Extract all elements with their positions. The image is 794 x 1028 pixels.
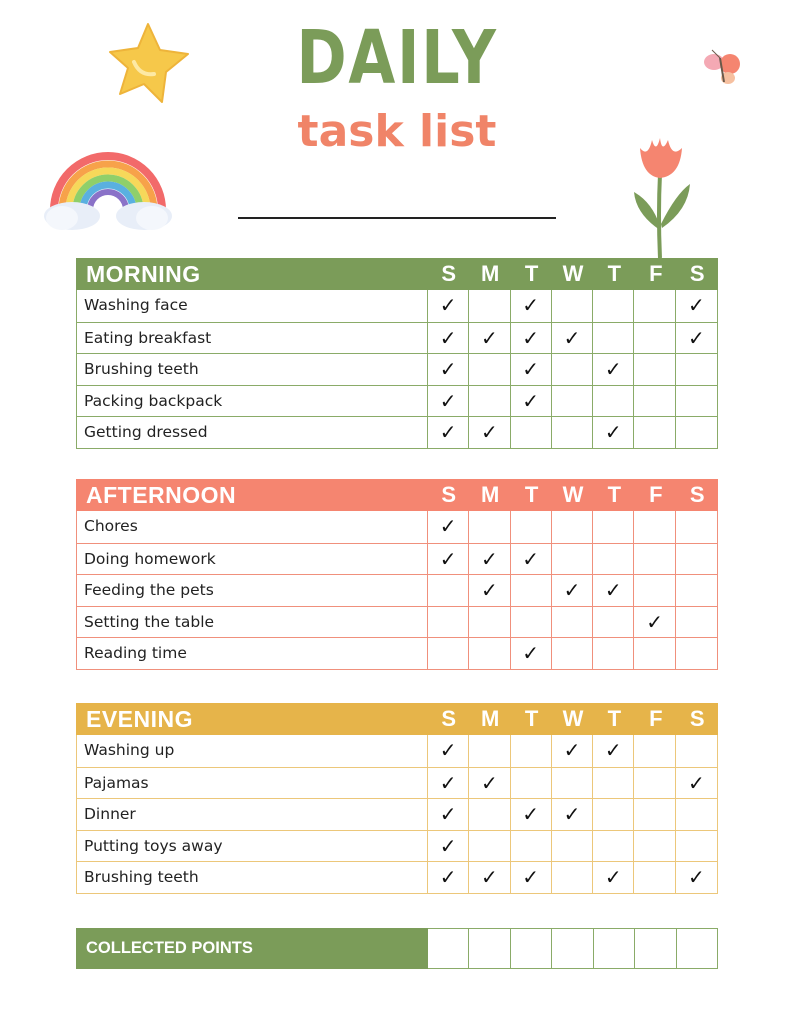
checkmark-cell[interactable] bbox=[511, 862, 552, 893]
empty-check-cell[interactable] bbox=[676, 544, 717, 575]
checkmark-icon: ✓ bbox=[481, 865, 498, 890]
task-row bbox=[77, 798, 717, 830]
task-row bbox=[77, 861, 717, 893]
task-label: Washing face bbox=[77, 290, 428, 322]
task-label: Pajamas bbox=[77, 768, 428, 799]
empty-check-cell[interactable] bbox=[552, 831, 593, 862]
task-row bbox=[77, 511, 717, 543]
task-grid bbox=[76, 735, 718, 894]
checkmark-icon: ✓ bbox=[481, 420, 498, 445]
section-header bbox=[76, 479, 718, 511]
section-title: MORNING bbox=[86, 261, 201, 287]
star-icon bbox=[104, 18, 194, 108]
empty-check-cell[interactable] bbox=[552, 607, 593, 638]
section-morning bbox=[76, 258, 718, 449]
empty-check-cell[interactable] bbox=[634, 575, 675, 606]
day-header: S bbox=[441, 482, 457, 507]
checkmark-cell[interactable] bbox=[511, 354, 552, 385]
checkmark-icon: ✓ bbox=[439, 738, 457, 762]
day-header: T bbox=[524, 261, 539, 286]
empty-check-cell[interactable] bbox=[469, 354, 510, 385]
checkmark-icon: ✓ bbox=[481, 770, 498, 795]
checkmark-cell[interactable] bbox=[428, 323, 469, 354]
checkmark-cell[interactable] bbox=[469, 323, 510, 354]
points-cell[interactable] bbox=[677, 928, 718, 969]
checkmark-cell[interactable] bbox=[552, 799, 593, 830]
empty-check-cell[interactable] bbox=[676, 354, 717, 385]
empty-check-cell[interactable] bbox=[676, 575, 717, 606]
empty-check-cell[interactable] bbox=[593, 544, 634, 575]
page-subtitle: task list bbox=[297, 106, 497, 157]
empty-check-cell[interactable] bbox=[634, 544, 675, 575]
checkmark-icon: ✓ bbox=[563, 578, 581, 603]
day-header: S bbox=[689, 482, 705, 507]
empty-check-cell[interactable] bbox=[634, 735, 675, 767]
points-cell[interactable] bbox=[469, 928, 510, 969]
checkmark-icon: ✓ bbox=[439, 546, 457, 571]
task-label: Packing backpack bbox=[77, 386, 428, 417]
day-header: S bbox=[689, 706, 705, 731]
empty-check-cell[interactable] bbox=[428, 575, 469, 606]
task-row bbox=[77, 830, 717, 862]
flower-icon bbox=[626, 134, 696, 260]
task-row bbox=[77, 416, 717, 448]
checkmark-cell[interactable] bbox=[428, 417, 469, 448]
empty-check-cell[interactable] bbox=[552, 386, 593, 417]
checkmark-icon: ✓ bbox=[522, 325, 540, 350]
checkmark-icon: ✓ bbox=[439, 802, 457, 827]
empty-check-cell[interactable] bbox=[552, 768, 593, 799]
checkmark-cell[interactable] bbox=[552, 735, 593, 767]
checkmark-cell[interactable] bbox=[593, 575, 634, 606]
empty-check-cell[interactable] bbox=[634, 862, 675, 893]
points-cell[interactable] bbox=[428, 928, 469, 969]
section-title: EVENING bbox=[86, 706, 194, 732]
checkmark-cell[interactable] bbox=[469, 544, 510, 575]
empty-check-cell[interactable] bbox=[428, 638, 469, 669]
section-afternoon bbox=[76, 479, 718, 670]
checkmark-icon: ✓ bbox=[481, 546, 498, 571]
day-header: F bbox=[649, 482, 663, 507]
collected-points-row bbox=[76, 928, 718, 969]
checkmark-cell[interactable] bbox=[593, 735, 634, 767]
checkmark-cell[interactable] bbox=[511, 544, 552, 575]
empty-check-cell[interactable] bbox=[469, 735, 510, 767]
task-label: Reading time bbox=[77, 638, 428, 669]
task-row bbox=[77, 290, 717, 322]
checkmark-cell[interactable] bbox=[428, 768, 469, 799]
task-row bbox=[77, 606, 717, 638]
empty-check-cell[interactable] bbox=[552, 511, 593, 543]
empty-check-cell[interactable] bbox=[634, 290, 675, 322]
checkmark-cell[interactable] bbox=[428, 386, 469, 417]
empty-check-cell[interactable] bbox=[634, 638, 675, 669]
checkmark-icon: ✓ bbox=[439, 293, 457, 317]
checkmark-icon: ✓ bbox=[439, 357, 457, 382]
checkmark-icon: ✓ bbox=[522, 388, 540, 413]
page-title: DAILY bbox=[296, 15, 498, 101]
checkmark-cell[interactable] bbox=[676, 768, 717, 799]
empty-check-cell[interactable] bbox=[676, 386, 717, 417]
checkmark-cell[interactable] bbox=[676, 290, 717, 322]
checkmark-cell[interactable] bbox=[511, 799, 552, 830]
checkmark-cell[interactable] bbox=[428, 511, 469, 543]
checkmark-icon: ✓ bbox=[439, 420, 457, 445]
empty-check-cell[interactable] bbox=[469, 511, 510, 543]
task-label: Putting toys away bbox=[77, 831, 428, 862]
task-row bbox=[77, 574, 717, 606]
section-header bbox=[76, 258, 718, 290]
task-row bbox=[77, 637, 717, 669]
checkmark-cell[interactable] bbox=[552, 575, 593, 606]
checkmark-cell[interactable] bbox=[593, 354, 634, 385]
checkmark-icon: ✓ bbox=[563, 325, 581, 350]
empty-check-cell[interactable] bbox=[593, 511, 634, 543]
empty-check-cell[interactable] bbox=[469, 831, 510, 862]
empty-check-cell[interactable] bbox=[593, 831, 634, 862]
checkmark-cell[interactable] bbox=[634, 607, 675, 638]
checkmark-icon: ✓ bbox=[481, 325, 498, 350]
day-header: T bbox=[607, 706, 622, 731]
checkmark-cell[interactable] bbox=[511, 638, 552, 669]
empty-check-cell[interactable] bbox=[634, 799, 675, 830]
checkmark-icon: ✓ bbox=[687, 770, 705, 795]
empty-check-cell[interactable] bbox=[511, 768, 552, 799]
task-row bbox=[77, 543, 717, 575]
empty-check-cell[interactable] bbox=[552, 544, 593, 575]
checkmark-icon: ✓ bbox=[687, 325, 705, 350]
checkmark-cell[interactable] bbox=[428, 354, 469, 385]
empty-check-cell[interactable] bbox=[676, 511, 717, 543]
checkmark-cell[interactable] bbox=[428, 735, 469, 767]
checkmark-icon: ✓ bbox=[439, 833, 457, 858]
day-header: S bbox=[441, 261, 457, 286]
day-header: T bbox=[607, 482, 622, 507]
empty-check-cell[interactable] bbox=[676, 417, 717, 448]
empty-check-cell[interactable] bbox=[676, 607, 717, 638]
empty-check-cell[interactable] bbox=[469, 386, 510, 417]
day-header: M bbox=[480, 706, 500, 731]
day-header: F bbox=[649, 706, 663, 731]
task-label: Setting the table bbox=[77, 607, 428, 638]
empty-check-cell[interactable] bbox=[511, 607, 552, 638]
task-label: Doing homework bbox=[77, 544, 428, 575]
day-header: W bbox=[562, 261, 584, 286]
checkmark-icon: ✓ bbox=[522, 357, 540, 382]
empty-check-cell[interactable] bbox=[676, 831, 717, 862]
task-row bbox=[77, 353, 717, 385]
day-header: T bbox=[524, 482, 539, 507]
checkmark-icon: ✓ bbox=[439, 865, 457, 890]
checkmark-cell[interactable] bbox=[469, 768, 510, 799]
checkmark-icon: ✓ bbox=[522, 802, 540, 827]
checkmark-cell[interactable] bbox=[511, 386, 552, 417]
empty-check-cell[interactable] bbox=[593, 290, 634, 322]
checkmark-cell[interactable] bbox=[469, 862, 510, 893]
task-label: Chores bbox=[77, 511, 428, 543]
checkmark-cell[interactable] bbox=[511, 290, 552, 322]
empty-check-cell[interactable] bbox=[469, 638, 510, 669]
checkmark-icon: ✓ bbox=[522, 865, 540, 890]
empty-check-cell[interactable] bbox=[552, 862, 593, 893]
empty-check-cell[interactable] bbox=[634, 417, 675, 448]
checkmark-icon: ✓ bbox=[439, 514, 457, 538]
points-cell[interactable] bbox=[511, 928, 552, 969]
empty-check-cell[interactable] bbox=[634, 323, 675, 354]
checkmark-icon: ✓ bbox=[439, 325, 457, 350]
task-row bbox=[77, 735, 717, 767]
task-row bbox=[77, 767, 717, 799]
name-line bbox=[238, 217, 556, 219]
empty-check-cell[interactable] bbox=[676, 638, 717, 669]
checkmark-icon: ✓ bbox=[522, 293, 540, 317]
day-header: W bbox=[562, 706, 584, 731]
points-cell[interactable] bbox=[552, 928, 593, 969]
checkmark-cell[interactable] bbox=[469, 575, 510, 606]
empty-check-cell[interactable] bbox=[634, 768, 675, 799]
empty-check-cell[interactable] bbox=[469, 607, 510, 638]
checkmark-icon: ✓ bbox=[604, 738, 622, 762]
empty-check-cell[interactable] bbox=[552, 290, 593, 322]
empty-check-cell[interactable] bbox=[593, 607, 634, 638]
day-header: T bbox=[524, 706, 539, 731]
empty-check-cell[interactable] bbox=[593, 638, 634, 669]
day-header: M bbox=[480, 482, 500, 507]
checkmark-icon: ✓ bbox=[522, 641, 540, 666]
task-label: Eating breakfast bbox=[77, 323, 428, 354]
empty-check-cell[interactable] bbox=[552, 638, 593, 669]
empty-check-cell[interactable] bbox=[676, 799, 717, 830]
checkmark-cell[interactable] bbox=[511, 323, 552, 354]
task-row bbox=[77, 385, 717, 417]
checkmark-icon: ✓ bbox=[481, 578, 498, 603]
checkmark-cell[interactable] bbox=[552, 323, 593, 354]
checkmark-cell[interactable] bbox=[593, 417, 634, 448]
day-header: M bbox=[480, 261, 500, 286]
empty-check-cell[interactable] bbox=[511, 831, 552, 862]
checkmark-icon: ✓ bbox=[522, 546, 540, 571]
section-title: AFTERNOON bbox=[86, 482, 237, 508]
empty-check-cell[interactable] bbox=[634, 386, 675, 417]
checkmark-cell[interactable] bbox=[676, 323, 717, 354]
task-label: Washing up bbox=[77, 735, 428, 767]
empty-check-cell[interactable] bbox=[511, 511, 552, 543]
task-grid bbox=[76, 511, 718, 670]
empty-check-cell[interactable] bbox=[634, 354, 675, 385]
empty-check-cell[interactable] bbox=[428, 607, 469, 638]
checkmark-cell[interactable] bbox=[428, 831, 469, 862]
task-label: Getting dressed bbox=[77, 417, 428, 448]
points-cell[interactable] bbox=[594, 928, 635, 969]
day-header: T bbox=[607, 261, 622, 286]
empty-check-cell[interactable] bbox=[593, 323, 634, 354]
empty-check-cell[interactable] bbox=[593, 799, 634, 830]
checkmark-icon: ✓ bbox=[604, 420, 622, 445]
day-header: W bbox=[562, 482, 584, 507]
empty-check-cell[interactable] bbox=[552, 354, 593, 385]
checkmark-icon: ✓ bbox=[604, 357, 622, 382]
checkmark-cell[interactable] bbox=[428, 290, 469, 322]
checkmark-icon: ✓ bbox=[439, 388, 457, 413]
task-label: Feeding the pets bbox=[77, 575, 428, 606]
empty-check-cell[interactable] bbox=[511, 575, 552, 606]
checkmark-icon: ✓ bbox=[604, 865, 622, 890]
task-grid bbox=[76, 290, 718, 449]
checkmark-icon: ✓ bbox=[439, 770, 457, 795]
day-header: S bbox=[441, 706, 457, 731]
empty-check-cell[interactable] bbox=[552, 417, 593, 448]
task-label: Dinner bbox=[77, 799, 428, 830]
checkmark-icon: ✓ bbox=[563, 738, 581, 762]
section-header bbox=[76, 703, 718, 735]
empty-check-cell[interactable] bbox=[511, 735, 552, 767]
day-header: S bbox=[689, 261, 705, 286]
checkmark-cell[interactable] bbox=[676, 862, 717, 893]
checkmark-cell[interactable] bbox=[428, 799, 469, 830]
butterfly-icon bbox=[698, 48, 744, 90]
empty-check-cell[interactable] bbox=[593, 386, 634, 417]
empty-check-cell[interactable] bbox=[634, 511, 675, 543]
empty-check-cell[interactable] bbox=[634, 831, 675, 862]
empty-check-cell[interactable] bbox=[469, 290, 510, 322]
day-header: F bbox=[649, 261, 663, 286]
checkmark-icon: ✓ bbox=[687, 293, 705, 317]
checkmark-cell[interactable] bbox=[428, 544, 469, 575]
empty-check-cell[interactable] bbox=[511, 417, 552, 448]
task-row bbox=[77, 322, 717, 354]
rainbow-icon bbox=[40, 146, 176, 236]
checkmark-cell[interactable] bbox=[593, 862, 634, 893]
section-evening bbox=[76, 703, 718, 894]
task-label: Brushing teeth bbox=[77, 862, 428, 893]
checkmark-icon: ✓ bbox=[604, 578, 622, 603]
points-cell[interactable] bbox=[635, 928, 676, 969]
checkmark-cell[interactable] bbox=[428, 862, 469, 893]
empty-check-cell[interactable] bbox=[593, 768, 634, 799]
task-label: Brushing teeth bbox=[77, 354, 428, 385]
checkmark-icon: ✓ bbox=[563, 802, 581, 827]
checkmark-icon: ✓ bbox=[687, 865, 705, 890]
collected-points-label: COLLECTED POINTS bbox=[76, 928, 428, 969]
empty-check-cell[interactable] bbox=[469, 799, 510, 830]
checkmark-icon: ✓ bbox=[646, 609, 663, 634]
empty-check-cell[interactable] bbox=[676, 735, 717, 767]
checkmark-cell[interactable] bbox=[469, 417, 510, 448]
